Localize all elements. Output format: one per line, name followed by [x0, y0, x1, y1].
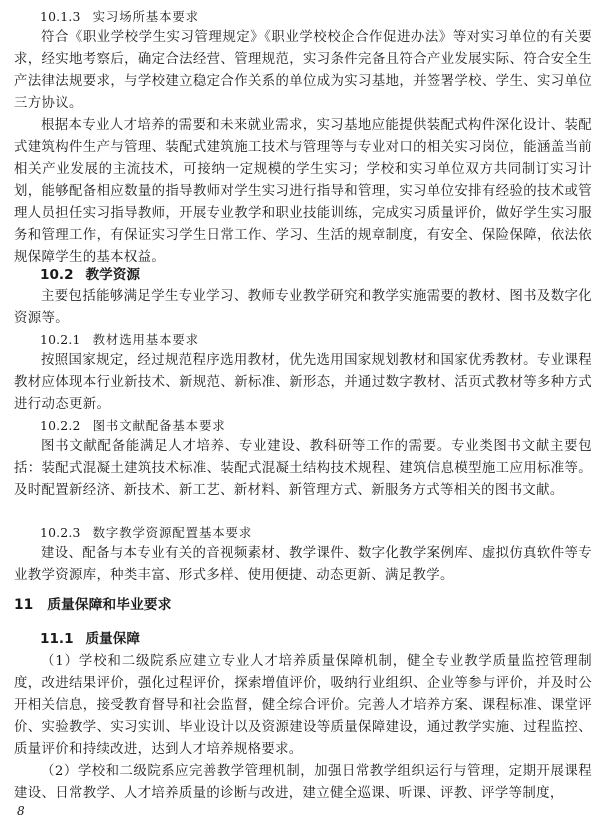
chapter-title: 质量保障和毕业要求 — [47, 597, 172, 613]
subsection-number: 10.2.2 — [40, 418, 81, 433]
subsection-number: 10.1.3 — [40, 9, 81, 24]
subsection-heading-10-2-2 — [40, 416, 226, 436]
section-number: 11.1 — [40, 631, 74, 647]
chapter-heading-11 — [14, 594, 171, 616]
section-number: 10.2 — [40, 267, 74, 283]
subsection-title: 教材选用基本要求 — [92, 332, 199, 347]
paragraph-digital-resources: 建设、配备与本专业有关的音视频素材、教学课件、数字化教学案例库、虚拟仿真软件等专业教学资源库，种类丰富、形式多样、使用便捷、动态更新、满足教学。 — [14, 546, 592, 583]
subsection-title: 图书文献配备基本要求 — [92, 418, 226, 433]
paragraph-internship-base-requirements: 根据本专业人才培养的需要和未来就业需求，实习基地应能提供装配式构件深化设计、装配式建筑构件生产与管理、装配式建筑施工技术与管理等与专业对口的相关实习岗位，能涵盖当前相关产业发展的主流技术，可接纳一定规模的学生实习；学校和实习单位双方共同制订实习计划，能够配备相应数量的指导教师对学生实习进行指导和管理，实习单位安排有经验的技术或管理人员担任实习指导教师，开展专业教学和职业技能训练，完成实习质量评价，做好学生实习服务和管理工作，有保证实习学生日常工作、学习、生活的规章制度，有安全、保险保障，依法依规保障学生的基本权益。 — [14, 118, 592, 265]
subsection-heading-10-1-3 — [40, 7, 199, 27]
paragraph-quality-assurance-2: （2）学校和二级院系应完善教学管理机制，加强日常教学组织运行与管理，定期开展课程建设、日常教学、人才培养质量的诊断与改进，建立健全巡课、听课、评教、评学等制度， — [14, 764, 592, 801]
subsection-title: 实习场所基本要求 — [92, 9, 199, 24]
paragraph-teaching-resources: 主要包括能够满足学生专业学习、教师专业教学研究和教学实施需要的教材、图书及数字化资源等。 — [14, 289, 592, 326]
subsection-number: 10.2.3 — [40, 525, 81, 540]
chapter-number: 11 — [14, 597, 34, 613]
section-title: 质量保障 — [85, 631, 140, 647]
section-heading-10-2 — [40, 264, 140, 286]
subsection-heading-10-2-1 — [40, 330, 199, 350]
subsection-number: 10.2.1 — [40, 332, 81, 347]
paragraph-quality-assurance-1: （1）学校和二级院系应建立专业人才培养质量保障机制，健全专业教学质量监控管理制度，改进结果评价，强化过程评价，探索增值评价，吸纳行业组织、企业等参与评价，并及时公开相关信息，接受教育督导和社会监督，健全综合评价。完善人才培养方案、课程标准、课堂评价、实验教学、实习实训、毕业设计以及资源建设等质量保障建设，通过教学实施、过程监控、质量评价和持续改进，达到人才培养规格要求。 — [14, 654, 592, 757]
page-number: 8 — [17, 804, 25, 818]
paragraph-internship-site-requirements: 符合《职业学校学生实习管理规定》《职业学校校企合作促进办法》等对实习单位的有关要求，经实地考察后，确定合法经营、管理规范，实习条件完备且符合产业发展实际、符合安全生产法律法规要求，与学校建立稳定合作关系的单位成为实习基地，并签署学校、学生、实习单位三方协议。 — [14, 30, 592, 111]
subsection-heading-10-2-3 — [40, 523, 252, 543]
paragraph-textbook-selection: 按照国家规定，经过规范程序选用教材，优先选用国家规划教材和国家优秀教材。专业课程教材应体现本行业新技术、新规范、新标准、新形态，并通过数字教材、活页式教材等多种方式进行动态更新。 — [14, 353, 592, 412]
section-heading-11-1 — [40, 628, 140, 650]
subsection-title: 数字教学资源配置基本要求 — [92, 525, 253, 540]
paragraph-library-resources: 图书文献配备能满足人才培养、专业建设、教科研等工作的需要。专业类图书文献主要包括：装配式混凝土建筑技术标准、装配式混凝土结构技术规程、建筑信息模型施工应用标准等。及时配置新经济、新技术、新工艺、新材料、新管理方式、新服务方式等相关的图书文献。 — [14, 439, 592, 498]
section-title: 教学资源 — [85, 267, 140, 283]
